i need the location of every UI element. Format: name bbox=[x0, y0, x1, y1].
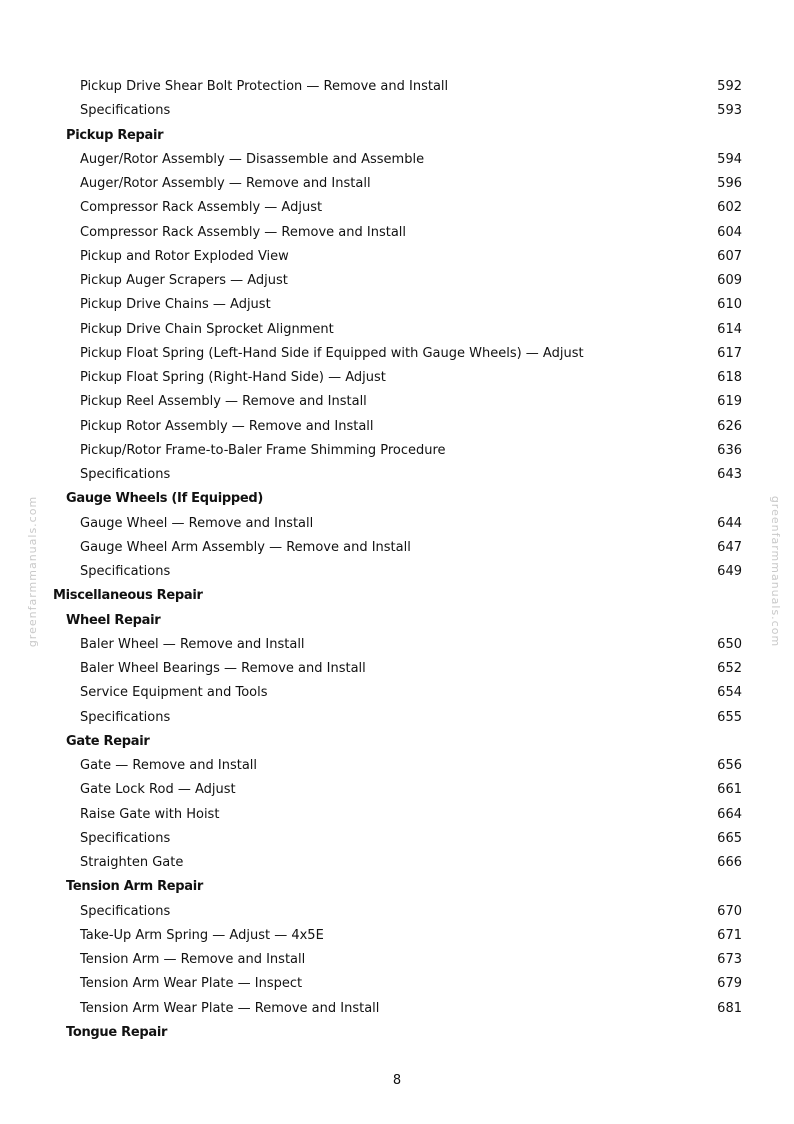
toc-page-number: 593 bbox=[717, 103, 742, 119]
toc-title: Pickup Drive Chain Sprocket Alignment bbox=[80, 321, 334, 337]
toc-title: Pickup Auger Scrapers — Adjust bbox=[80, 273, 288, 288]
toc-entry[interactable] bbox=[0, 681, 794, 705]
toc-page-number: 610 bbox=[717, 297, 742, 313]
toc-title: Baler Wheel — Remove and Install bbox=[80, 636, 305, 652]
toc-title: Pickup/Rotor Frame-to-Baler Frame Shimming Procedure bbox=[80, 442, 446, 458]
toc-page-number: 661 bbox=[717, 782, 742, 798]
toc-title: Pickup Reel Assembly — Remove and Install bbox=[80, 394, 367, 410]
toc-title: Specifications bbox=[80, 103, 171, 119]
toc-page-number: 664 bbox=[717, 806, 742, 822]
toc-page-number: 618 bbox=[717, 370, 742, 385]
toc-title: Auger/Rotor Assembly — Disassemble and Assemble bbox=[80, 151, 425, 167]
watermark-left: greenfarmmanuals.com bbox=[26, 495, 40, 648]
toc-entry[interactable] bbox=[0, 657, 794, 681]
toc-title: Specifications bbox=[80, 564, 171, 579]
toc-entry[interactable] bbox=[0, 318, 794, 342]
toc-entry[interactable] bbox=[0, 948, 794, 972]
toc-page-number: 670 bbox=[717, 903, 742, 919]
toc-page-number: 681 bbox=[717, 1000, 742, 1016]
toc-entry[interactable] bbox=[0, 390, 794, 414]
toc-title: Gauge Wheel — Remove and Install bbox=[80, 515, 314, 531]
toc-section-heading bbox=[0, 1021, 794, 1045]
toc-entry[interactable] bbox=[0, 463, 794, 487]
toc-page-number: 671 bbox=[717, 927, 742, 943]
toc-page-number: 656 bbox=[717, 758, 742, 773]
toc-title: Straighten Gate bbox=[80, 855, 184, 870]
toc-title: Specifications bbox=[80, 709, 171, 725]
toc-entry[interactable] bbox=[0, 196, 794, 220]
toc-entry[interactable] bbox=[0, 778, 794, 802]
toc-title: Pickup Drive Chains — Adjust bbox=[80, 297, 271, 313]
toc-title: Pickup Repair bbox=[66, 127, 164, 143]
toc-section-heading bbox=[0, 730, 794, 754]
toc-entry[interactable] bbox=[0, 536, 794, 560]
toc-page-number: 626 bbox=[717, 418, 742, 434]
toc-entry[interactable] bbox=[0, 827, 794, 851]
toc-entry[interactable] bbox=[0, 924, 794, 948]
toc-page-number: 655 bbox=[717, 709, 742, 725]
toc-page-number: 652 bbox=[717, 661, 742, 676]
toc-entry[interactable] bbox=[0, 366, 794, 390]
toc-section-heading bbox=[0, 124, 794, 148]
toc-page-number: 607 bbox=[717, 248, 742, 264]
toc-title: Tension Arm Repair bbox=[66, 879, 204, 895]
toc-page-number: 609 bbox=[717, 273, 742, 288]
toc-section-heading bbox=[0, 875, 794, 899]
toc-page-number: 643 bbox=[717, 467, 742, 482]
toc-title: Tension Arm Wear Plate — Inspect bbox=[80, 976, 303, 992]
toc-title: Pickup Drive Shear Bolt Protection — Remove and Install bbox=[80, 79, 449, 94]
toc-entry[interactable] bbox=[0, 172, 794, 196]
toc-entry[interactable] bbox=[0, 972, 794, 996]
toc-title: Raise Gate with Hoist bbox=[80, 806, 220, 822]
toc-section-heading bbox=[0, 609, 794, 633]
toc-page-number: 636 bbox=[717, 442, 742, 458]
toc-title: Pickup Rotor Assembly — Remove and Install bbox=[80, 418, 374, 434]
toc-entry[interactable] bbox=[0, 900, 794, 924]
toc-entry[interactable] bbox=[0, 75, 794, 99]
toc-page-number: 614 bbox=[717, 321, 742, 337]
toc-entry[interactable] bbox=[0, 512, 794, 536]
toc-page-number: 604 bbox=[717, 224, 742, 240]
toc-entry[interactable] bbox=[0, 293, 794, 317]
toc-title: Miscellaneous Repair bbox=[53, 588, 203, 604]
toc-title: Gate Lock Rod — Adjust bbox=[80, 782, 236, 798]
toc-page-number: 602 bbox=[717, 200, 742, 216]
toc-chapter-heading bbox=[0, 584, 794, 608]
toc-page-number: 665 bbox=[717, 830, 742, 846]
toc-title: Gate Repair bbox=[66, 733, 150, 749]
toc-title: Wheel Repair bbox=[66, 612, 161, 628]
toc-page-number: 654 bbox=[717, 685, 742, 701]
toc-title: Pickup and Rotor Exploded View bbox=[80, 248, 289, 264]
toc-page-number: 647 bbox=[717, 539, 742, 555]
watermark-right: greenfarmmanuals.com bbox=[769, 495, 783, 648]
toc-title: Gate — Remove and Install bbox=[80, 758, 258, 773]
toc-title: Tension Arm — Remove and Install bbox=[80, 952, 306, 967]
toc-page-number: 594 bbox=[717, 151, 742, 167]
toc-entry[interactable] bbox=[0, 269, 794, 293]
toc-title: Baler Wheel Bearings — Remove and Install bbox=[80, 661, 366, 676]
toc-entry[interactable] bbox=[0, 439, 794, 463]
toc-title: Gauge Wheel Arm Assembly — Remove and Install bbox=[80, 539, 411, 555]
toc-entry[interactable] bbox=[0, 342, 794, 366]
toc-title: Specifications bbox=[80, 903, 171, 919]
toc-title: Specifications bbox=[80, 467, 171, 482]
toc-title: Take-Up Arm Spring — Adjust — 4x5E bbox=[80, 927, 324, 943]
toc-entry[interactable] bbox=[0, 99, 794, 123]
toc-page-number: 592 bbox=[717, 79, 742, 94]
toc-title: Auger/Rotor Assembly — Remove and Install bbox=[80, 176, 371, 191]
toc-page-number: 673 bbox=[717, 952, 742, 967]
toc-page-number: 619 bbox=[717, 394, 742, 410]
toc-entry[interactable] bbox=[0, 633, 794, 657]
toc-page-number: 666 bbox=[717, 855, 742, 870]
table-of-contents bbox=[0, 75, 794, 1045]
toc-title: Compressor Rack Assembly — Remove and Install bbox=[80, 224, 407, 240]
toc-page-number: 679 bbox=[717, 976, 742, 992]
toc-title: Specifications bbox=[80, 830, 171, 846]
toc-title: Service Equipment and Tools bbox=[80, 685, 268, 701]
toc-entry[interactable] bbox=[0, 706, 794, 730]
toc-title: Pickup Float Spring (Right-Hand Side) — Adjust bbox=[80, 370, 386, 385]
toc-entry[interactable] bbox=[0, 148, 794, 172]
toc-page-number: 650 bbox=[717, 636, 742, 652]
toc-title: Pickup Float Spring (Left-Hand Side if Equipped with Gauge Wheels) — Adjust bbox=[80, 345, 584, 361]
toc-title: Compressor Rack Assembly — Adjust bbox=[80, 200, 323, 216]
toc-page-number: 617 bbox=[717, 345, 742, 361]
toc-title: Tension Arm Wear Plate — Remove and Install bbox=[80, 1000, 380, 1016]
toc-page-number: 649 bbox=[717, 564, 742, 579]
toc-title: Gauge Wheels (If Equipped) bbox=[66, 491, 264, 507]
page-number: 8 bbox=[392, 1073, 402, 1088]
toc-entry[interactable] bbox=[0, 245, 794, 269]
toc-entry[interactable] bbox=[0, 997, 794, 1021]
toc-page-number: 596 bbox=[717, 176, 742, 191]
toc-entry[interactable] bbox=[0, 803, 794, 827]
toc-entry[interactable] bbox=[0, 221, 794, 245]
toc-section-heading bbox=[0, 487, 794, 511]
toc-entry[interactable] bbox=[0, 851, 794, 875]
toc-entry[interactable] bbox=[0, 415, 794, 439]
toc-entry[interactable] bbox=[0, 754, 794, 778]
toc-title: Tongue Repair bbox=[66, 1024, 168, 1040]
toc-page-number: 644 bbox=[717, 515, 742, 531]
toc-entry[interactable] bbox=[0, 560, 794, 584]
